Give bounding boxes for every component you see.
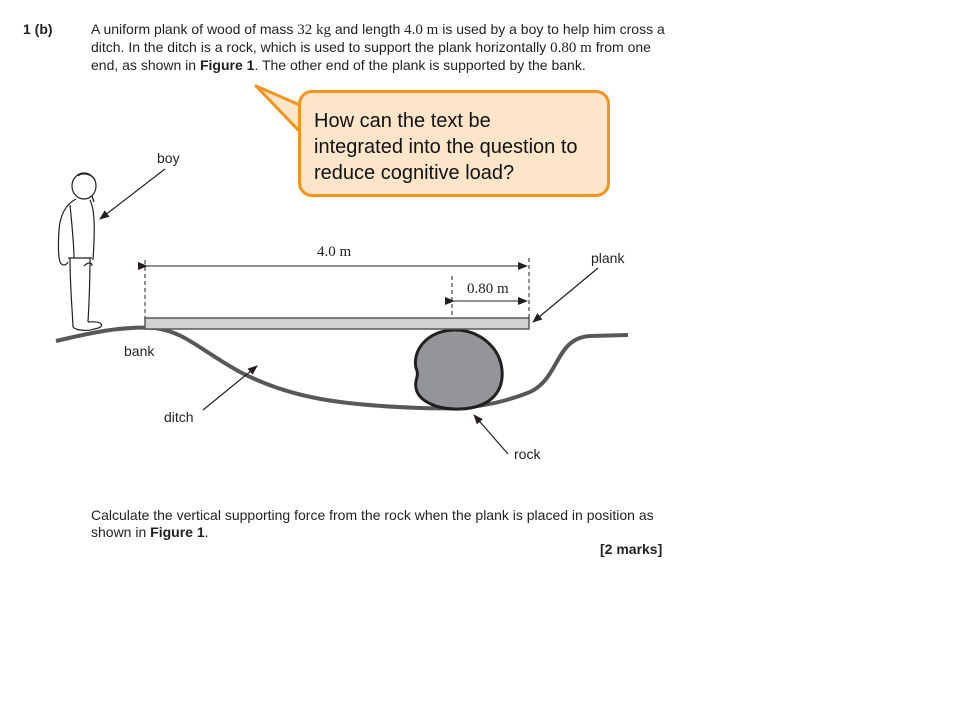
intro-text: . The other end of the plank is supported by the bank. [254,57,586,73]
length-value: 4.0 m [404,22,439,38]
figure-reference: Figure 1 [199,57,255,73]
offset-value: 0.80 m [550,40,592,56]
intro-text: from one end, as shown in [91,39,651,73]
callout-line: integrated into the question to [314,136,578,158]
label-plank: plank [591,250,625,266]
label-rock: rock [514,446,541,462]
intro-text: and length [330,21,405,37]
callout-line: reduce cognitive load? [314,162,515,184]
label-boy: boy [157,150,180,166]
annotation-callout [298,90,610,197]
intro-text: is used by a boy to help him cross a ditch. In the ditch is a rock, which is used to support the plank horizontally [91,21,665,55]
boy-figure [58,173,101,330]
task-text: Calculate the vertical supporting force from the rock when the plank is placed in position as shown in [91,507,654,540]
plank-shape [145,318,529,329]
callout-tail [256,86,302,134]
mass-value: 32 kg [297,22,331,38]
task-text: . [204,524,209,540]
figure-reference: Figure 1 [150,524,205,540]
label-bank: bank [124,343,155,359]
intro-text: A uniform plank of wood of mass [91,21,298,37]
callout-text [314,108,578,186]
rock-shape [415,330,502,409]
callout-line: How can the text be [314,110,491,132]
ground-line [56,328,628,409]
marks-label: [2 marks] [600,541,663,557]
label-ditch: ditch [164,409,194,425]
question-number: 1 (b) [23,21,53,37]
question-task [91,507,681,541]
label-length-dimension: 4.0 m [317,244,352,260]
label-offset-dimension: 0.80 m [467,281,509,297]
